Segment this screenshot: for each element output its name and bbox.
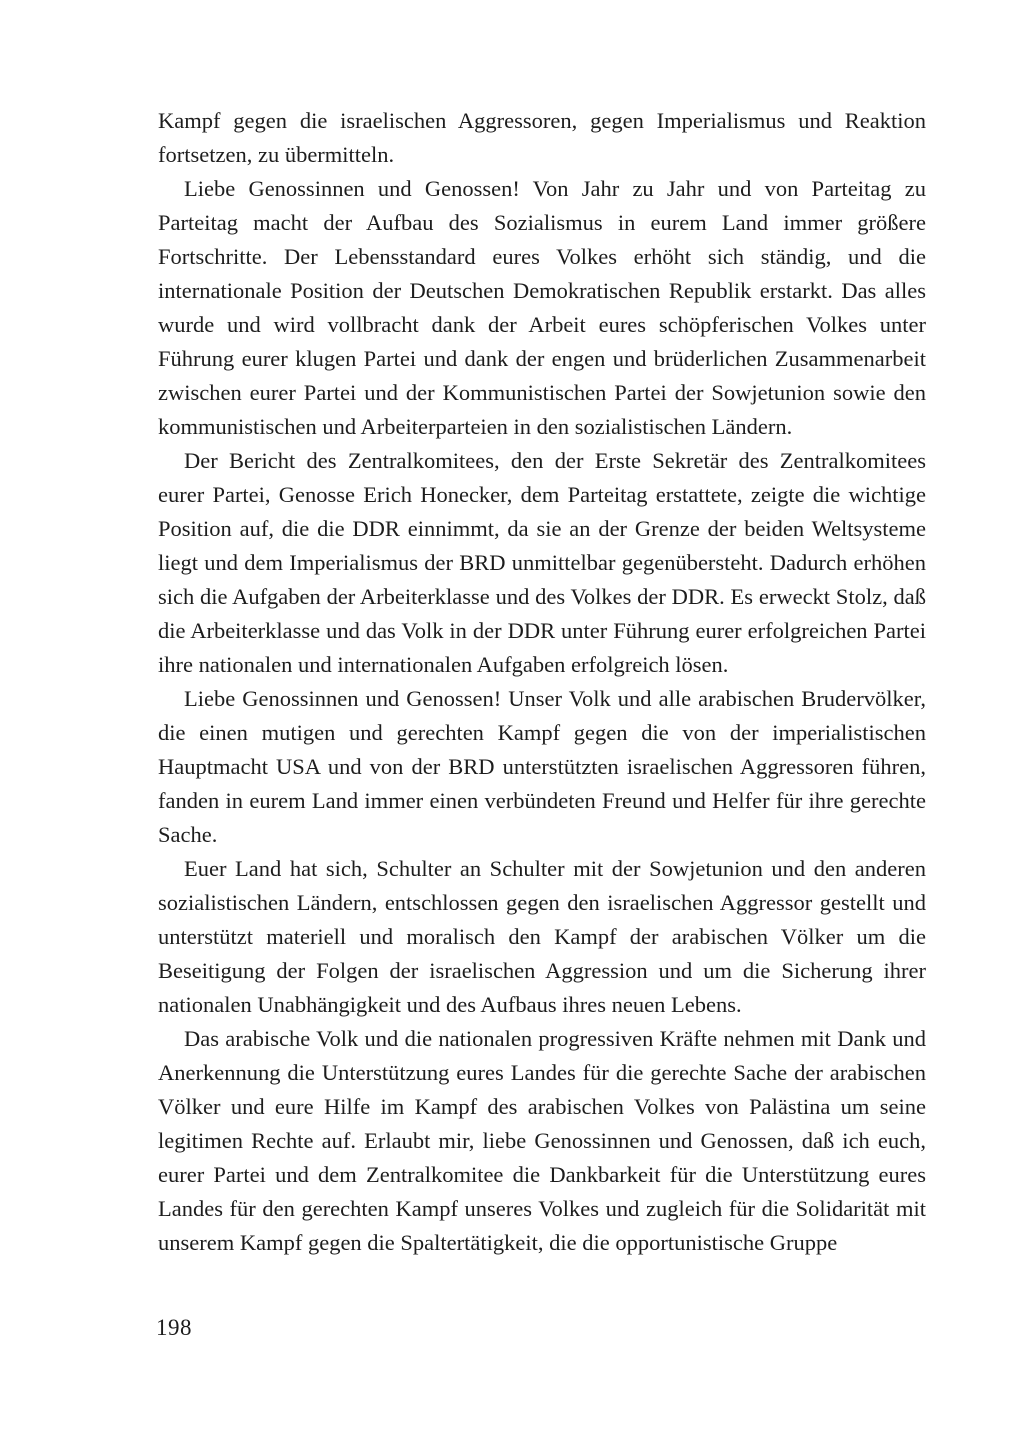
page-number: 198 xyxy=(156,1315,192,1340)
paragraph-schulter-an-schulter: Euer Land hat sich, Schulter an Schulter mit der Sowjetunion und den anderen sozialistischen Ländern, entschlossen gegen den israelischen Aggressor gestellt und unterstützt materiell und moralisch den Kampf der arabischen Völker um die Beseitigung der Folgen der israelischen Aggression und um die Sicherung ihrer nationalen Unabhängigkeit und des Aufbaus ihres neuen Lebens. xyxy=(158,856,926,1017)
paragraph-dank-anerkennung: Das arabische Volk und die nationalen progressiven Kräfte nehmen mit Dank und Anerkennung die Unterstützung eures Landes für die gerechte Sache der arabischen Völker und eure Hilfe im Kampf des arabischen Volkes von Palästina um seine legitimen Rechte auf. Erlaubt mir, liebe Genossinnen und Genossen, daß ich euch, eurer Partei und dem Zentralkomitee die Dankbarkeit für die Unterstützung eures Landes für den gerechten Kampf unseres Volkes und zugleich für die Solidarität mit unserem Kampf gegen die Spaltertätigkeit, die die opportunistische Gruppe xyxy=(158,1026,926,1255)
paragraph-bericht-zentralkomitee: Der Bericht des Zentralkomitees, den der Erste Sekretär des Zentralkomitees eurer Partei, Genosse Erich Honecker, dem Parteitag erstattete, zeigte die wichtige Position auf, die die DDR einnimmt, da sie an der Grenze der beiden Weltsysteme liegt und dem Imperialismus der BRD unmittelbar gegenübersteht. Dadurch erhöhen sich die Aufgaben der Arbeiterklasse und des Volkes der DDR. Es erweckt Stolz, daß die Arbeiterklasse und das Volk in der DDR unter Führung eurer erfolgreichen Partei ihre nationalen und internationalen Aufgaben erfolgreich lösen. xyxy=(158,448,926,677)
body-text xyxy=(158,104,926,1260)
paragraph-arabische-brudervoelker: Liebe Genossinnen und Genossen! Unser Volk und alle arabischen Brudervölker, die einen mutigen und gerechten Kampf gegen die von der imperialistischen Hauptmacht USA und von der BRD unterstützten israelischen Aggressoren führen, fanden in eurem Land immer einen verbündeten Freund und Helfer für ihre gerechte Sache. xyxy=(158,686,926,847)
paragraph-continuation: Kampf gegen die israelischen Aggressoren, gegen Imperialismus und Reaktion fortsetzen, zu übermitteln. xyxy=(158,108,926,167)
paragraph-aufbau-sozialismus: Liebe Genossinnen und Genossen! Von Jahr zu Jahr und von Parteitag zu Parteitag macht der Aufbau des Sozialismus in eurem Land immer größere Fortschritte. Der Lebensstandard eures Volkes erhöht sich ständig, und die internationale Position der Deutschen Demokratischen Republik erstarkt. Das alles wurde und wird vollbracht dank der Arbeit eures schöpferischen Volkes unter Führung eurer klugen Partei und dank der engen und brüderlichen Zusammenarbeit zwischen eurer Partei und der Kommunistischen Partei der Sowjetunion sowie den kommunistischen und Arbeiterparteien in den sozialistischen Ländern. xyxy=(158,176,926,439)
